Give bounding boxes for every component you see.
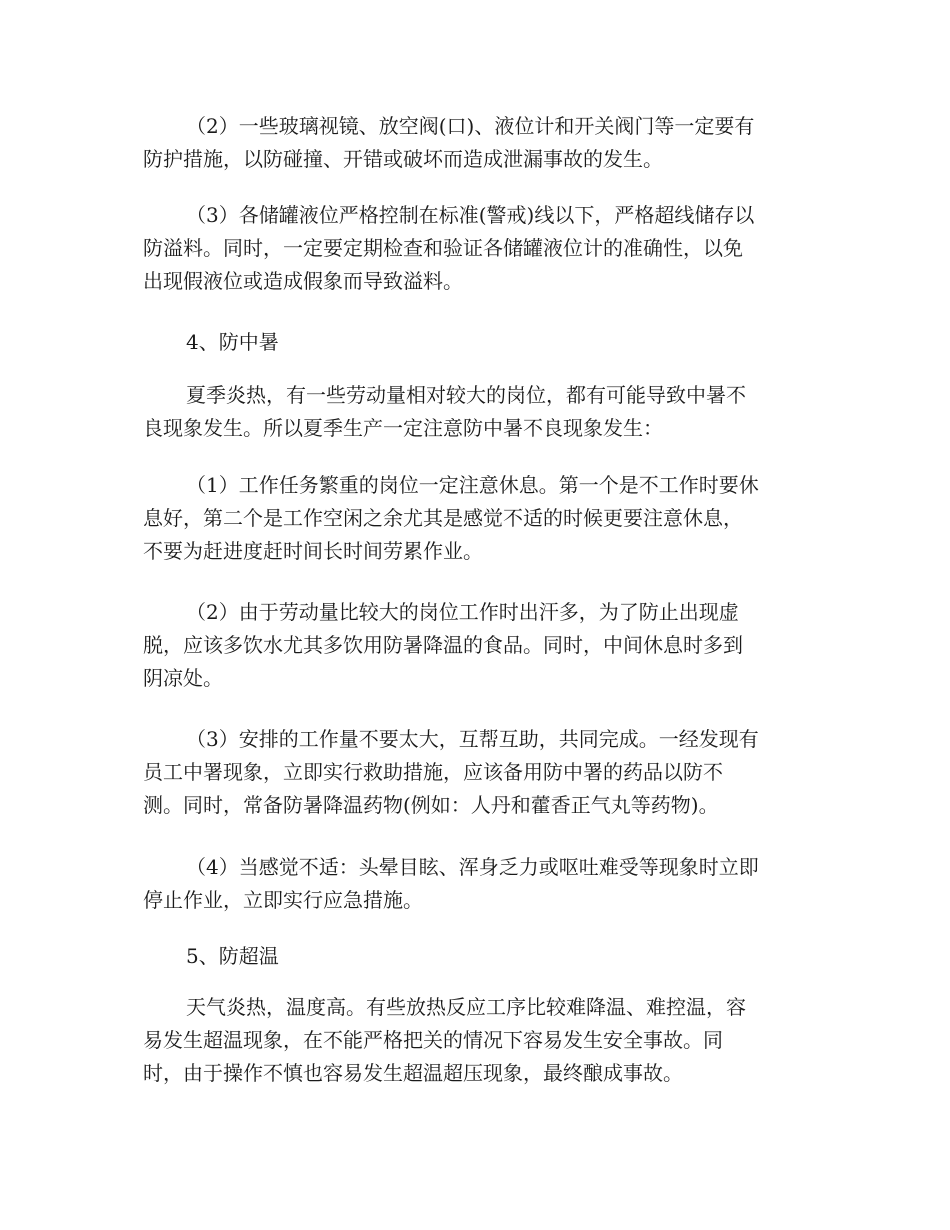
paragraph-overtemperature: 天气炎热，温度高。有些放热反应工序比较难降温、难控温，容 易发生超温现象，在不能严格把关的情况下容易发生安全事故。同 时，由于操作不慎也容易发生超温超压现象，最终酿成事故。 — [143, 995, 746, 1085]
section-heading-heatstroke: 4、防中暑 — [186, 330, 279, 354]
paragraph-summer-intro: 夏季炎热，有一些劳动量相对较大的岗位，都有可能导致中暑不 良现象发生。所以夏季生产一定注意防中暑不良现象发生： — [143, 383, 746, 440]
paragraph-discomfort: （4）当感觉不适：头晕目眩、浑身乏力或呕吐难受等现象时立即 停止作业，立即实行应急措施。 — [143, 855, 759, 912]
paragraph-rest: （1）工作任务繁重的岗位一定注意休息。第一个是不工作时要休 息好，第二个是工作空闲之余尤其是感觉不适的时候更要注意休息， 不要为赶进度赶时间长时间劳累作业。 — [143, 473, 759, 563]
paragraph-hydration: （2）由于劳动量比较大的岗位工作时出汗多，为了防止出现虚 脱，应该多饮水尤其多饮用防暑降温的食品。同时，中间休息时多到 阴凉处。 — [143, 600, 743, 690]
paragraph-workload: （3）安排的工作量不要太大，互帮互助，共同完成。一经发现有 员工中署现象，立即实行救助措施，应该备用防中署的药品以防不 测。同时，常备防暑降温药物(例如：人丹和藿香正气丸等药物)。 — [143, 727, 759, 817]
paragraph-glass-fittings: （2）一些玻璃视镜、放空阀(口)、液位计和开关阀门等一定要有 防护措施，以防碰撞、开错或破坏而造成泄漏事故的发生。 — [143, 114, 755, 171]
section-heading-overtemperature: 5、防超温 — [186, 944, 279, 968]
paragraph-tank-level: （3）各储罐液位严格控制在标准(警戒)线以下，严格超线储存以 防溢料。同时，一定要定期检查和验证各储罐液位计的准确性，以免 出现假液位或造成假象而导致溢料。 — [143, 203, 755, 293]
